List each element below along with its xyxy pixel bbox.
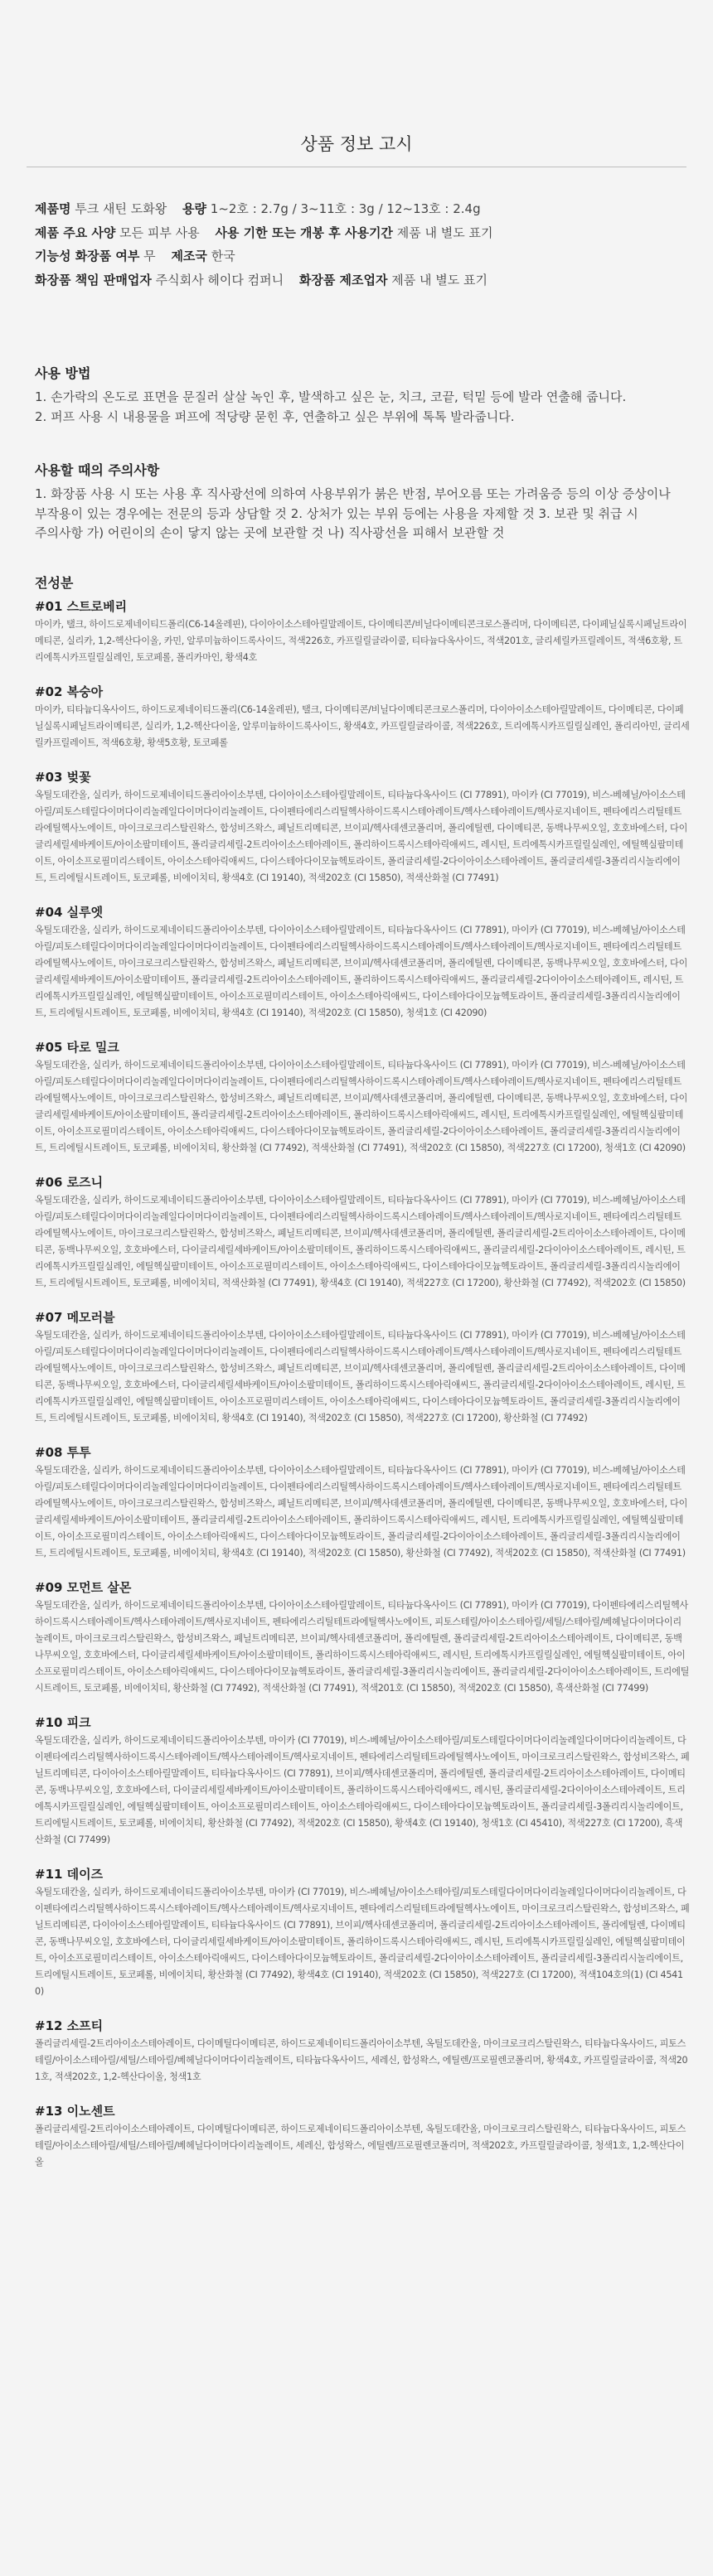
info-label: 화장품 책임 판매업자 (35, 272, 152, 288)
info-label: 제조국 (171, 249, 207, 263)
ingredient-list: 폴리글리세릴-2트리아이소스테아레이트, 다이메틸다이메티콘, 하이드로제네이티드폴리아이소부텐, 옥틸도데칸올, 마이크로크리스탈린왁스, 티타늄다옥사이드, 피토스테릴/아이소스테아릴/세틸/스테아릴/베헤닐다이머다이리놀레이트, 세레신, 합성왁스, 에틸렌/프로필렌코폴리머, 적색202호, 카프릴릴글라이콜, 청색1호, 1,2-헥산다이올 (35, 2124, 686, 2168)
shade-name: #07 메모러블 (35, 1310, 115, 1325)
info-label: 화장품 제조업자 (298, 272, 388, 288)
usage-title: 사용 방법 (35, 365, 91, 381)
ingredient-list: 폴리글리세릴-2트리아이소스테아레이트, 다이메틸다이메티콘, 하이드로제네이티드폴리아이소부텐, 옥틸도데칸올, 마이크로크리스탈린왁스, 티타늄다옥사이드, 피토스테릴/아이소스테아릴/세틸/스테아릴/베헤닐다이머다이리놀레이트, 티타늄다옥사이드, 세레신, 합성왁스, 에틸렌/프로필렌코폴리머, 황색4호, 카프릴릴글라이콜, 적색201호, 적색202호, 1,2-헥산다이올, 청색1호 (35, 2038, 688, 2082)
ingredient-list: 옥틸도데칸올, 실리카, 하이드로제네이티드폴리아이소부텐, 마이카 (CI 77019), 비스-베헤닐/아이소스테아릴/피토스테릴다이머다이리놀레일다이머다이리놀레이트, 다이펜타에리스리틸헥사하이드록시스테아레이트/헥사스테아레이트/헥사로지네이트, 펜타에리스리틸테트라에틸헥사노에이트, 마이크로크리스탈린왁스, 합성비즈왁스, 폐닐트리메티콘, 다이아이소스테아릴말레이트, 티타늄다옥사이드 (CI 77891), 브이피/헥사데센코폴리머, 폴리에틸렌, 폴리글리세릴-2트리아이소스테아레이트, 다이메티콘, 동백나무씨오일, 호호바에스터, 다이글리세릴세바케이트/아이소팔미테이트, 폴리하이드록시스테아릭애씨드, 레시틴, 폴리글리세릴-2다이아이소스테아레이트, 트리에톡시카프릴릴실레인, 에틸헥실팔미테이트, 아이소프로필미리스테이트, 아이소스테아릭애씨드, 다이스테아다이모늄헥토라이트, 폴리글리세릴-3폴리리시놀리에이트, 트리에틸시트레이트, 토코페롤, 비에이치티, 황산화철 (CI 77492), 적색202호 (CI 15850), 황색4호 (CI 19140), 청색1호 (CI 45410), 적색227호 (CI 17200), 흑색산화철 (CI 77499) (35, 1735, 690, 1845)
usage-section (35, 365, 690, 427)
info-label: 용량 (182, 201, 206, 216)
ingredient-item (35, 1713, 690, 1849)
usage-line: 1. 손가락의 온도로 표면을 문질러 살살 녹인 후, 발색하고 싶은 눈, 치크, 코끝, 턱밑 등에 발라 연출해 줍니다. (35, 389, 627, 404)
shade-name: #10 피크 (35, 1715, 91, 1730)
ingredient-list: 옥틸도데칸올, 실리카, 하이드로제네이티드폴리아이소부텐, 다이아이소스테아릴말레이트, 티타늄다옥사이드 (CI 77891), 마이카 (CI 77019), 비스-베헤닐/아이소스테아릴/피토스테릴다이머다이리놀레일다이머다이리놀레이트, 다이펜타에리스리틸헥사하이드록시스테아레이트/헥사스테아레이트/헥사로지네이트, 펜타에리스리틸테트라에틸헥사노에이트, 마이크로크리스탈린왁스, 합성비즈왁스, 폐닐트리메티콘, 브이피/헥사데센코폴리머, 폴리에틸렌, 다이메티콘, 동백나무씨오일, 호호바에스터, 다이글리세릴세바케이트/아이소팔미테이트, 폴리글리세릴-2트리아이소스테아레이트, 폴리하이드록시스테아릭애씨드, 레시틴, 트리에톡시카프릴릴실레인, 에틸헥실팔미테이트, 아이소프로필미리스테이트, 아이소스테아릭애씨드, 다이스테아다이모늄헥토라이트, 폴리글리세릴-2다이아이소스테아레이트, 폴리글리세릴-3폴리리시놀리에이트, 트리에틸시트레이트, 토코페롤, 비에이치티, 황색4호 (CI 19140), 적색202호 (CI 15850), 적색산화철 (CI 77491) (35, 790, 688, 883)
info-value: 제품 내 별도 표기 (396, 225, 493, 240)
info-row-1 (35, 197, 690, 221)
ingredients-title: 전성분 (35, 575, 74, 591)
shade-name: #05 타로 밀크 (35, 1040, 119, 1055)
ingredient-item (35, 1038, 690, 1157)
info-value: 한국 (211, 249, 235, 263)
ingredient-item (35, 768, 690, 887)
shade-name: #04 실루엣 (35, 905, 104, 920)
ingredient-list: 옥틸도데칸올, 실리카, 하이드로제네이티드폴리아이소부텐, 다이아이소스테아릴말레이트, 티타늄다옥사이드 (CI 77891), 마이카 (CI 77019), 비스-베헤닐/아이소스테아릴/피토스테릴다이머다이리놀레일다이머다이리놀레이트, 다이펜타에리스리틸헥사하이드록시스테아레이트/헥사스테아레이트/헥사로지네이트, 펜타에리스리틸테트라에틸헥사노에이트, 마이크로크리스탈린왁스, 합성비즈왁스, 폐닐트리메티콘, 브이피/헥사데센코폴리머, 폴리에틸렌, 폴리글리세릴-2트리아이소스테아레이트, 다이메티콘, 동백나무씨오일, 호호바에스터, 다이글리세릴세바케이트/아이소팔미테이트, 폴리하이드록시스테아릭애씨드, 폴리글리세릴-2다이아이소스테아레이트, 레시틴, 트리에톡시카프릴릴실레인, 에틸헥실팔미테이트, 아이소프로필미리스테이트, 아이소스테아릭애씨드, 다이스테아다이모늄헥토라이트, 폴리글리세릴-3폴리리시놀리에이트, 트리에틸시트레이트, 토코페롤, 비에이치티, 황색4호 (CI 19140), 적색202호 (CI 15850), 적색227호 (CI 17200), 황산화철 (CI 77492) (35, 1330, 686, 1423)
product-info-block (35, 197, 690, 292)
ingredient-list: 마이카, 티타늄디옥사이드, 하이드로제네이티드폴리(C6-14올레핀), 탤크, 다이메티콘/비닐다이메티콘크로스폴리머, 다이아이소스테아릴말레이트, 다이메티콘, 다이페닐실록시페닐트라이메티콘, 실리카, 1,2-헥산다이올, 알루미늄하이드록사이드, 황색4호, 카프릴릴글라이콜, 적색226호, 트리에톡시카프릴릴실레인, 폴리리아민, 글리세릴카프릴레이트, 적색6호황, 황색5호황, 토코페롤 (35, 704, 690, 748)
info-value: 1~2호 : 2.7g / 3~11호 : 3g / 12~13호 : 2.4g (210, 201, 481, 216)
shade-name: #06 로즈니 (35, 1175, 104, 1190)
ingredient-item (35, 1443, 690, 1562)
ingredient-item (35, 903, 690, 1022)
ingredient-list: 옥틸도데칸올, 실리카, 하이드로제네이티드폴리아이소부텐, 다이아이소스테아릴말레이트, 티타늄다옥사이드 (CI 77891), 마이카 (CI 77019), 비스-베헤닐/아이소스테아릴/피토스테릴다이머다이리놀레일다이머다이리놀레이트, 다이펜타에리스리틸헥사하이드록시스테아레이트/헥사스테아레이트/헥사로지네이트, 펜타에리스리틸테트라에틸헥사노에이트, 마이크로크리스탈린왁스, 합성비즈왁스, 폐닐트리메티콘, 브이피/헥사데센코폴리머, 폴리에틸렌, 다이메티콘, 동백나무씨오일, 호호바에스터, 다이글리세릴세바케이트/아이소팔미테이트, 폴리글리세릴-2트리아이소스테아레이트, 폴리하이드록시스테아릭애씨드, 폴리글리세릴-2다이아이소스테아레이트, 레시틴, 트리에톡시카프릴릴실레인, 에틸헥실팔미테이트, 아이소프로필미리스테이트, 아이소스테아릭애씨드, 다이스테아다이모늄헥토라이트, 폴리글리세릴-3폴리리시놀리에이트, 트리에틸시트레이트, 토코페롤, 비에이치티, 황색4호 (CI 19140), 적색202호 (CI 15850), 청색1호 (CI 42090) (35, 925, 688, 1018)
shade-name: #01 스트로베리 (35, 599, 128, 614)
ingredient-list: 마이카, 탤크, 하이드로제네이티드폴리(C6-14올레핀), 다이아이소스테아릴말레이트, 다이메티콘/비닐다이메티콘크로스폴리머, 다이메티콘, 다이페닐실록시페닐트라이메티콘, 실리카, 1,2-헥산다이올, 카민, 알루미늄하이드록사이드, 적색226호, 카프릴릴글라이콜, 티타늄다옥사이드, 적색201호, 글리세릴카프릴레이트, 적색6호황, 트리에톡시카프릴릴실레인, 토코페롤, 폴리카마인, 황색4호 (35, 619, 687, 663)
info-row-2 (35, 221, 690, 245)
ingredients-section (35, 574, 690, 2187)
usage-body (35, 388, 690, 427)
caution-body: 1. 화장품 사용 시 또는 사용 후 직사광선에 의하여 사용부위가 붉은 반점, 부어오름 또는 가려움증 등의 이상 증상이나 부작용이 있는 경우에는 전문의 등과 상담할 것 2. 상처가 있는 부위 등에는 사용을 자제할 것 3. 보관 및 취급 시 주의사항 가) 어린이의 손이 닿지 않는 곳에 보관할 것 나) 직사광선을 피해서 보관할 것 (35, 486, 671, 540)
ingredient-list: 옥틸도데칸올, 실리카, 하이드로제네이티드폴리아이소부텐, 다이아이소스테아릴말레이트, 티타늄다옥사이드 (CI 77891), 마이카 (CI 77019), 비스-베헤닐/아이소스테아릴/피토스테릴다이머다이리놀레일다이머다이리놀레이트, 다이펜타에리스리틸헥사하이드록시스테아레이트/헥사스테아레이트/헥사로지네이트, 펜타에리스리틸테트라에틸헥사노에이트, 마이크로크리스탈린왁스, 합성비즈왁스, 폐닐트리메티콘, 브이피/헥사데센코폴리머, 폴리에틸렌, 폴리글리세릴-2트리아이소스테아레이트, 다이메티콘, 동백나무씨오일, 호호바에스터, 다이글리세릴세바케이트/아이소팔미테이트, 폴리하이드록시스테아릭애씨드, 폴리글리세릴-2다이아이소스테아레이트, 레시틴, 트리에톡시카프릴릴실레인, 에틸헥실팔미테이트, 아이소프로필미리스테이트, 아이소스테아릭애씨드, 다이스테아다이모늄헥토라이트, 폴리글리세릴-3폴리리시놀리에이트, 트리에틸시트레이트, 토코페롤, 비에이치티, 적색산화철 (CI 77491), 황색4호 (CI 19140), 적색227호 (CI 17200), 황산화철 (CI 77492), 적색202호 (CI 15850) (35, 1195, 686, 1288)
caution-section (35, 462, 690, 544)
ingredient-list: 옥틸도데칸올, 실리카, 하이드로제네이티드폴리아이소부텐, 다이아이소스테아릴말레이트, 티타늄다옥사이드 (CI 77891), 마이카 (CI 77019), 다이펜타에리스리틸헥사하이드록시스테아레이트/헥사스테아레이트/헥사로지네이트, 펜타에리스리틸테트라에틸헥사노에이트, 피토스테릴/아이소스테아릴/세틸/스테아릴/베헤닐다이머다이리놀레이트, 마이크로크리스탈린왁스, 합성비즈왁스, 폐닐트리메티콘, 브이피/헥사데센코폴리머, 폴리에틸렌, 폴리글리세릴-2트리아이소스테아레이트, 다이메티콘, 동백나무씨오일, 호호바에스터, 다이글리세릴세바케이트/아이소팔미테이트, 폴리하이드록시스테아릭애씨드, 레시틴, 트리에톡시카프릴릴실레인, 에틸헥실팔미테이트, 아이소프로필미리스테이트, 아이소스테아릭애씨드, 다이스테아다이모늄헥토라이트, 폴리글리세릴-3폴리리시놀리에이트, 폴리글리세릴-2다이아이소스테아레이트, 트리에틸시트레이트, 토코페롤, 비에이치티, 황산화철 (CI 77492), 적색산화철 (CI 77491), 적색201호 (CI 15850), 적색202호 (CI 15850), 흑색산화철 (CI 77499) (35, 1600, 690, 1694)
info-value: 제품 내 별도 표기 (391, 272, 488, 288)
usage-line: 2. 퍼프 사용 시 내용물을 퍼프에 적당량 묻힌 후, 연출하고 싶은 부위에 톡톡 발라줍니다. (35, 408, 515, 424)
info-value: 주식회사 헤이다 컴퍼니 (155, 272, 284, 288)
shade-name: #12 소프티 (35, 2018, 104, 2033)
ingredient-list: 옥틸도데칸올, 실리카, 하이드로제네이티드폴리아이소부텐, 다이아이소스테아릴말레이트, 티타늄다옥사이드 (CI 77891), 마이카 (CI 77019), 비스-베헤닐/아이소스테아릴/피토스테릴다이머다이리놀레일다이머다이리놀레이트, 다이펜타에리스리틸헥사하이드록시스테아레이트/헥사스테아레이트/헥사로지네이트, 펜타에리스리틸테트라에틸헥사노에이트, 마이크로크리스탈린왁스, 합성비즈왁스, 폐닐트리메티콘, 브이피/헥사데센코폴리머, 폴리에틸렌, 다이메티콘, 동백나무씨오일, 호호바에스터, 다이글리세릴세바케이트/아이소팔미테이트, 폴리글리세릴-2트리아이소스테아레이트, 폴리하이드록시스테아릭애씨드, 레시틴, 트리에톡시카프릴릴실레인, 에틸헥실팔미테이트, 아이소프로필미리스테이트, 아이소스테아릭애씨드, 다이스테아다이모늄헥토라이트, 폴리글리세릴-2다이아이소스테아레이트, 폴리글리세릴-3폴리리시놀리에이트, 트리에틸시트레이트, 토코페롤, 비에이치티, 황색4호 (CI 19140), 적색202호 (CI 15850), 황산화철 (CI 77492), 적색202호 (CI 15850), 적색산화철 (CI 77491) (35, 1465, 688, 1559)
ingredient-list: 옥틸도데칸올, 실리카, 하이드로제네이티드폴리아이소부텐, 다이아이소스테아릴말레이트, 티타늄다옥사이드 (CI 77891), 마이카 (CI 77019), 비스-베헤닐/아이소스테아릴/피토스테릴다이머다이리놀레일다이머다이리놀레이트, 다이펜타에리스리틸헥사하이드록시스테아레이트/헥사스테아레이트/헥사로지네이트, 펜타에리스리틸테트라에틸헥사노에이트, 마이크로크리스탈린왁스, 합성비즈왁스, 폐닐트리메티콘, 브이피/헥사데센코폴리머, 폴리에틸렌, 다이메티콘, 동백나무씨오일, 호호바에스터, 다이글리세릴세바케이트/아이소팔미테이트, 폴리글리세릴-2트리아이소스테아레이트, 폴리하이드록시스테아릭애씨드, 레시틴, 트리에톡시카프릴릴실레인, 에틸헥실팔미테이트, 아이소프로필미리스테이트, 아이소스테아릭애씨드, 다이스테아다이모늄헥토라이트, 폴리글리세릴-2다이아이소스테아레이트, 폴리글리세릴-3폴리리시놀리에이트, 트리에틸시트레이트, 토코페롤, 비에이치티, 황산화철 (CI 77492), 적색산화철 (CI 77491), 적색202호 (CI 15850), 적색227호 (CI 17200), 청색1호 (CI 42090) (35, 1060, 688, 1153)
shade-name: #03 벚꽃 (35, 770, 91, 785)
info-value: 모든 피부 사용 (119, 225, 200, 240)
ingredient-item (35, 2102, 690, 2171)
shade-name: #02 복숭아 (35, 684, 104, 699)
shade-name: #11 데이즈 (35, 1867, 104, 1882)
shade-name: #13 이노센트 (35, 2104, 115, 2119)
shade-name: #08 투투 (35, 1445, 91, 1460)
info-label: 제품 주요 사양 (35, 225, 116, 240)
page-title: 상품 정보 고시 (300, 134, 413, 154)
ingredient-item (35, 1578, 690, 1697)
shade-name: #09 모먼트 살몬 (35, 1580, 132, 1595)
ingredient-item (35, 2017, 690, 2085)
info-row-4 (35, 268, 690, 292)
caution-title: 사용할 때의 주의사항 (35, 462, 160, 478)
ingredient-item (35, 1308, 690, 1427)
ingredient-item (35, 1173, 690, 1292)
ingredient-item (35, 683, 690, 752)
info-row-3 (35, 244, 690, 268)
ingredient-item (35, 597, 690, 666)
info-label: 기능성 화장품 여부 (35, 249, 140, 263)
info-value: 무 (143, 249, 156, 263)
info-label: 사용 기한 또는 개봉 후 사용기간 (215, 225, 393, 240)
ingredient-list: 옥틸도데칸올, 실리카, 하이드로제네이티드폴리아이소부텐, 마이카 (CI 77019), 비스-베헤닐/아이소스테아릴/피토스테릴다이머다이리놀레일다이머다이리놀레이트, 다이펜타에리스리틸헥사하이드록시스테아레이트/헥사스테아레이트/헥사로지네이트, 펜타에리스리틸테트라에틸헥사노에이트, 마이크로크리스탈린왁스, 합성비즈왁스, 폐닐트리메티콘, 다이아이소스테아릴말레이트, 티타늄다옥사이드 (CI 77891), 브이피/헥사데센코폴리머, 폴리글리세릴-2트리아이소스테아레이트, 폴리에틸렌, 다이메티콘, 동백나무씨오일, 호호바에스터, 다이글리세릴세바케이트/아이소팔미테이트, 폴리하이드록시스테아릭애씨드, 레시틴, 트리에톡시카프릴릴실레인, 에틸헥실팔미테이트, 아이소프로필미리스테이트, 아이소스테아릭애씨드, 다이스테아다이모늄헥토라이트, 폴리글리세릴-2다이아이소스테아레이트, 폴리글리세릴-3폴리리시놀리에이트, 트리에틸시트레이트, 토코페롤, 비에이치티, 황산화철 (CI 77492), 황색4호 (CI 19140), 적색202호 (CI 15850), 적색227호 (CI 17200), 적색104호의(1) (CI 45410) (35, 1887, 690, 1997)
info-value: 투크 새틴 도화왕 (75, 201, 167, 216)
info-label: 제품명 (35, 201, 71, 216)
ingredient-item (35, 1865, 690, 2000)
